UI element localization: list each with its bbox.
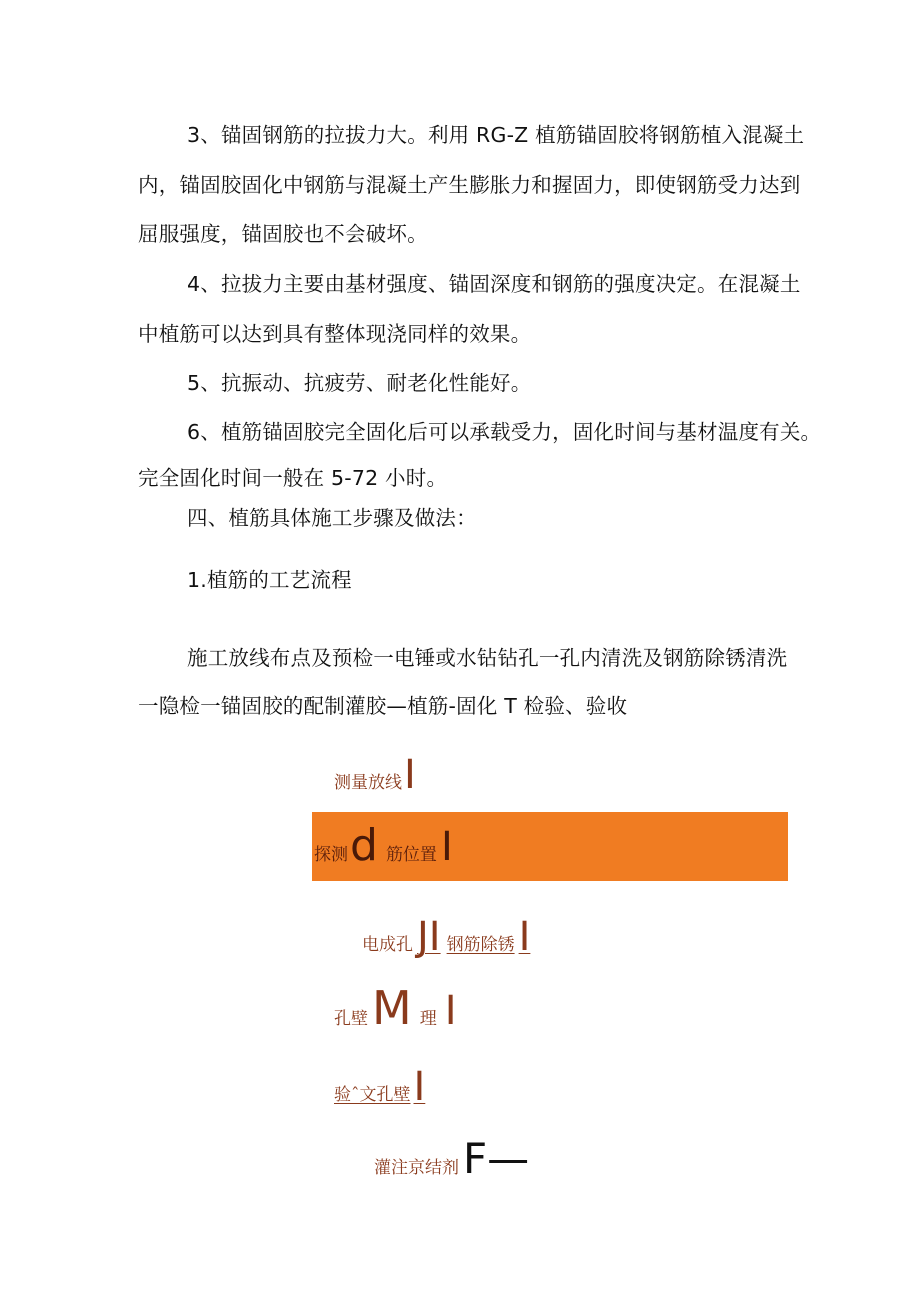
flow-step-3-label-a: 电成孔 [362, 935, 413, 955]
flow-step-5-mark: I [413, 1064, 426, 1110]
flow-step-1-mark: I [404, 752, 416, 798]
paragraph-3-line-2: 内，锚固胶固化中钢筋与混凝土产生膨胀力和握固力，即使钢筋受力达到 [138, 173, 801, 197]
flow-step-2-label-b: 筋位置 [385, 845, 437, 865]
flow-step-1 [334, 752, 416, 798]
flow-step-3 [362, 914, 530, 960]
paragraph-4-line-2: 中植筋可以达到具有整体现浇同样的效果。 [138, 322, 532, 346]
flow-step-2-label-a: 探测 [314, 845, 348, 865]
flow-step-4-label-a: 孔壁 [334, 1009, 368, 1029]
paragraph-3-line-1: 3、锚固钢筋的拉拔力大。利用 RG-Z 植筋锚固胶将钢筋植入混凝土 [187, 123, 805, 147]
flow-step-3-mark-b: I [518, 914, 531, 960]
flow-step-5-label: 验ˆ文孔壁 [334, 1085, 411, 1105]
flow-step-4-mark-a: M [372, 981, 412, 1035]
flow-step-6-label: 灌注京结剂 [374, 1158, 459, 1178]
paragraph-4-line-1: 4、拉拔力主要由基材强度、锚固深度和钢筋的强度决定。在混凝土 [187, 272, 801, 296]
subsection-1-heading: 1.植筋的工艺流程 [187, 568, 352, 592]
flow-step-4 [334, 981, 457, 1035]
paragraph-6-line-2: 完全固化时间一般在 5-72 小时。 [138, 466, 448, 490]
flow-step-3-mark-a: JI [417, 914, 441, 960]
flow-step-2 [314, 820, 453, 871]
flow-step-6 [374, 1134, 529, 1183]
flow-step-6-mark: F— [463, 1134, 530, 1183]
flow-description-line-1: 施工放线布点及预检一电锤或水钻钻孔一孔内清洗及钢筋除锈清洗 [187, 646, 788, 670]
flow-description-line-2: 一隐检一锚固胶的配制灌胶—植筋-固化 T 检验、验收 [138, 694, 628, 718]
paragraph-6-line-1: 6、植筋锚固胶完全固化后可以承载受力，固化时间与基材温度有关。 [187, 420, 822, 444]
flow-step-2-mark-a: d [350, 820, 378, 871]
flow-step-3-label-b: 钢筋除锈 [446, 935, 515, 955]
flow-step-4-mark-b: I [444, 988, 457, 1034]
flow-step-2-mark-b: I [440, 824, 453, 870]
paragraph-5-line-1: 5、抗振动、抗疲劳、耐老化性能好。 [187, 371, 532, 395]
flow-step-5 [334, 1064, 425, 1110]
flow-step-4-label-b: 理 [419, 1009, 437, 1029]
paragraph-3-line-3: 屈服强度，锚固胶也不会破坏。 [138, 222, 428, 246]
flow-step-1-label: 测量放线 [334, 773, 402, 793]
section-4-heading: 四、植筋具体施工步骤及做法： [187, 506, 477, 530]
